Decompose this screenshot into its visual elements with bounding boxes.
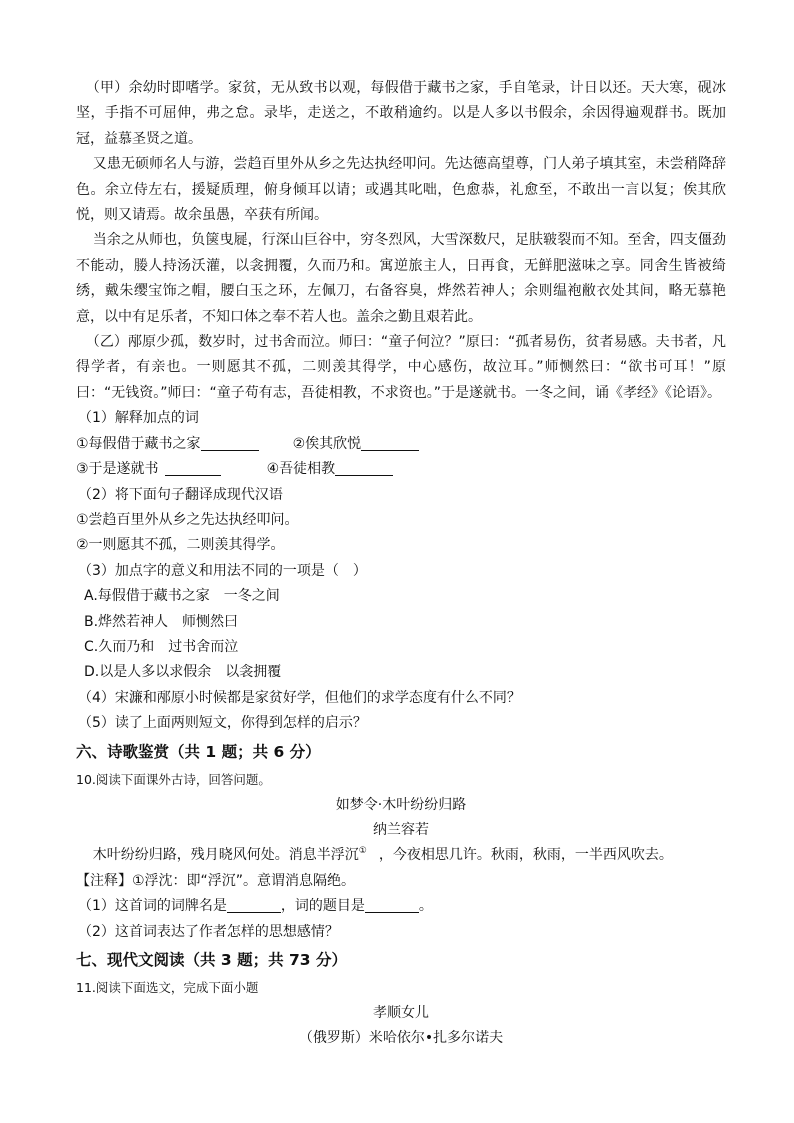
question-2-item-1: ①尝趋百里外从乡之先达执经叩问。 [76,511,299,528]
poem-question-1 [76,894,726,919]
answer-blank-title[interactable] [365,897,419,913]
passage-a-paragraph-3: 当余之从师也，负箧曳屣，行深山巨谷中，穷冬烈风，大雪深数尺，足肤皲裂而不知。至舍，四支僵劲不能动，媵人持汤沃灌，以衾拥覆，久而乃和。寓逆旅主人，日再食，无鲜肥滋味之享。同舍生皆被绮绣，戴朱缨宝饰之帽，腰白玉之环，左佩刀，右备容臭，烨然若神人；余则缊袍敝衣处其间，略无慕艳意，以中有足乐者，不知口体之奉不若人也。盖余之勤且艰若此。 [76,232,726,325]
poem-question-2: （2）这首词表达了作者怎样的思想感情？ [78,923,339,940]
answer-blank-4[interactable] [335,460,393,476]
section-7-heading: 七、现代文阅读（共 3 题；共 73 分） [76,951,347,969]
question-3-title: （3）加点字的意义和用法不同的一项是（ ） [78,562,367,579]
question-1-item-1: ①每假借于藏书之家 [76,435,201,452]
answer-blank-cipai[interactable] [227,897,281,913]
story-title: 孝顺女儿 [373,1005,429,1021]
answer-blank-3[interactable] [165,460,221,476]
story-author: （俄罗斯）米哈依尔•扎多尔诺夫 [298,1030,504,1047]
question-1-row-1 [76,432,726,457]
answer-blank-1[interactable] [201,435,259,451]
poem-question-1-part-3: 。 [418,898,433,915]
poem-question-1-part-1: （1）这首词的词牌名是 [78,898,227,915]
section-6-intro: 10.阅读下面课外古诗，回答问题。 [76,771,271,787]
question-1-item-4: ④吾徒相教 [266,461,336,478]
question-3-option-d: D.以是人多以求假余 以衾拥覆 [84,664,282,681]
passage-b-paragraph: （乙）邴原少孤，数岁时，过书舍而泣。师曰：“童子何泣？”原曰：“孤者易伤，贫者易感。夫书者，凡得学者，有亲也。一则愿其不孤，二则羡其得学，中心感伤，故泣耳。”师恻然曰：“欲书可耳！”原曰：“无钱资。”师曰：“童子苟有志，吾徒相教，不求资也。”于是遂就书。一冬之间，诵《孝经》《论语》。 [76,334,726,401]
poem-text [76,843,726,868]
question-2-item-2: ②一则愿其不孤，二则羡其得学。 [76,537,285,554]
question-2-title: （2）将下面句子翻译成现代汉语 [78,486,283,503]
answer-blank-2[interactable] [361,435,419,451]
question-1-row-2 [76,457,726,482]
question-3-option-a: A.每假借于藏书之家 一冬之间 [84,588,280,605]
question-3-option-b: B.烨然若神人 师恻然曰 [84,613,239,630]
poem-text-part-1: 木叶纷纷归路，残月晓风何处。消息半浮沉 [92,847,359,864]
page-content [76,76,726,1052]
poem-author: 纳兰容若 [373,821,429,838]
passage-a-paragraph-2: 又患无硕师名人与游，尝趋百里外从乡之先达执经叩问。先达德高望尊，门人弟子填其室，未尝稍降辞色。余立侍左右，援疑质理，俯身倾耳以请；或遇其叱咄，色愈恭，礼愈至，不敢出一言以复；俟其欣悦，则又请焉。故余虽愚，卒获有所闻。 [76,156,726,224]
question-5: （5）读了上面两则短文，你得到怎样的启示？ [78,715,367,732]
question-4: （4）宋濂和邴原小时候都是家贫好学，但他们的求学态度有什么不同？ [78,689,521,706]
passage-a-paragraph-1: （甲）余幼时即嗜学。家贫，无从致书以观，每假借于藏书之家，手自笔录，计日以还。天大寒，砚冰坚，手指不可屈伸，弗之怠。录毕，走送之，不敢稍逾约。以是人多以书假余，余因得遍观群书。既加冠，益慕圣贤之道。 [76,80,726,147]
question-1-title: （1）解释加点的词 [78,410,199,427]
question-1-item-2: ②俟其欣悦 [292,435,362,452]
poem-question-1-part-2: ，词的题目是 [280,898,365,915]
note-marker: ① [358,846,367,857]
question-1-item-3: ③于是遂就书 [76,461,159,478]
poem-note: 【注释】①浮沈：即“浮沉”。意谓消息隔绝。 [76,872,356,889]
question-3-option-c: C.久而乃和 过书舍而泣 [84,638,239,655]
poem-text-part-2: ，今夜相思几许。秋雨，秋雨，一半西风吹去。 [378,847,673,864]
poem-title: 如梦令·木叶纷纷归路 [335,796,467,813]
section-7-intro: 11.阅读下面选文，完成下面小题 [76,980,259,995]
section-6-heading: 六、诗歌鉴赏（共 1 题；共 6 分） [76,742,321,761]
